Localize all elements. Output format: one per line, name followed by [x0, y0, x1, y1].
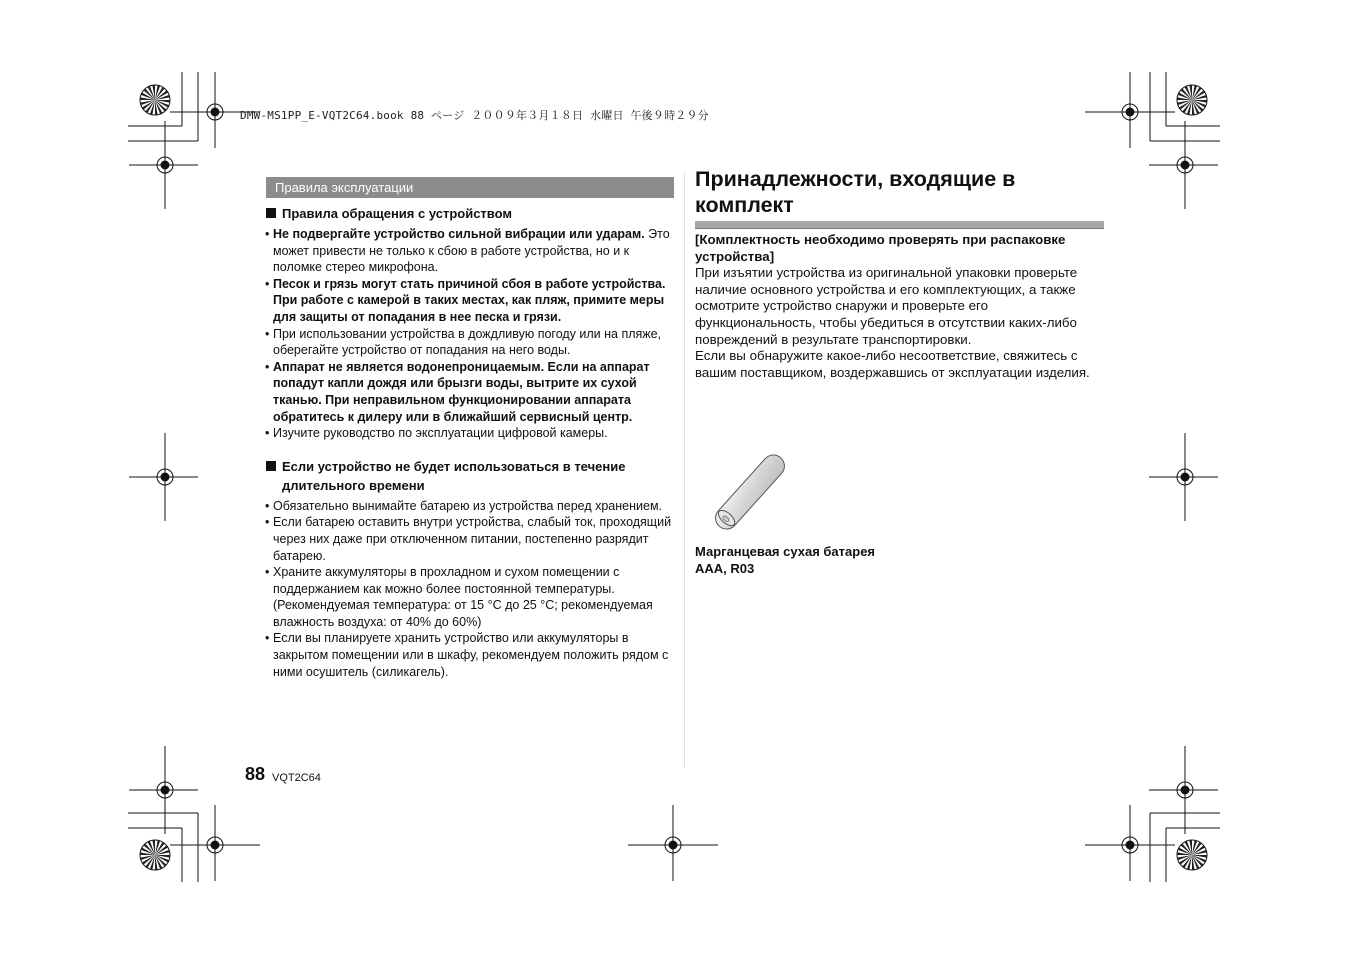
list-item: • Аппарат не является водонепроницаемым. Если на аппарат попадут капли дождя или брызги воды, вытрите их сухой тканью. При неправильном функционировании аппарата обратитесь к дилеру или в ближайший сервисный центр. [265, 359, 675, 425]
print-header-line: DMW-MS1PP_E-VQT2C64.book 88 ページ ２００９年３月１８日 水曜日 午後９時２９分 [240, 109, 709, 122]
unpacking-subheading: [Комплектность необходимо проверять при распаковке устройства] [695, 232, 1066, 264]
registration-crosshair-icon [1149, 121, 1218, 209]
list-item: • Обязательно вынимайте батарею из устройства перед хранением. [265, 498, 675, 515]
document-code: VQT2C64 [272, 772, 321, 784]
battery-caption: Марганцевая сухая батарея AAA, R03 [695, 544, 876, 576]
registration-crosshair-icon [1085, 805, 1175, 881]
list-item: • Не подвергайте устройство сильной вибрации или ударам. Это может привести не только к сбою в работе устройства, но и к поломке стерео микрофона. [265, 226, 675, 276]
list-item: • Изучите руководство по эксплуатации цифровой камеры. [265, 425, 675, 442]
registration-star-target-icon [140, 840, 170, 870]
page-title: Принадлежности, входящие в комплект [695, 167, 1016, 217]
registration-crosshair-icon [1085, 72, 1175, 148]
registration-crosshair-icon [628, 805, 718, 881]
square-bullet-icon [266, 208, 276, 218]
registration-crosshair-icon [1149, 746, 1218, 834]
column-divider [684, 172, 685, 768]
square-bullet-icon [266, 461, 276, 471]
registration-crosshair-icon [129, 746, 198, 834]
right-column [695, 232, 1105, 381]
registration-crosshair-icon [1149, 433, 1218, 521]
registration-crosshair-icon [129, 121, 198, 209]
section-title-bar: Правила эксплуатации [266, 177, 674, 198]
left-column [265, 205, 675, 680]
registration-star-target-icon [1177, 85, 1207, 115]
registration-star-target-icon [140, 85, 170, 115]
handling-heading: Правила обращения с устройством [265, 205, 675, 223]
registration-crosshair-icon [129, 433, 198, 521]
mismatch-paragraph: Если вы обнаружите какое-либо несоответствие, свяжитесь с вашим поставщиком, воздержавшись от эксплуатации изделия. [695, 348, 1090, 380]
battery-illustration [700, 450, 800, 534]
handling-list [265, 226, 675, 442]
title-underline-rule [695, 221, 1104, 229]
list-item: • Если вы планируете хранить устройство или аккумуляторы в закрытом помещении или в шкафу, рекомендуем положить рядом с ними осушитель (силикагель). [265, 630, 675, 680]
unpacking-paragraph: При изъятии устройства из оригинальной упаковки проверьте наличие основного устройства и его комплектующих, а также осмотрите устройство снаружи и проверьте его функциональность, чтобы убедиться в отсутствии каких-либо повреждений в результате транспортировки. [695, 265, 1078, 347]
list-item: • Песок и грязь могут стать причиной сбоя в работе устройства. При работе с камерой в таких местах, как пляж, примите меры для защиты от попадания в нее песка и грязи. [265, 276, 675, 326]
list-item: • Если батарею оставить внутри устройства, слабый ток, проходящий через них даже при отключенном питании, постепенно разрядит батарею. [265, 514, 675, 564]
registration-crosshair-icon [170, 805, 260, 881]
page-number: 88 [245, 764, 266, 784]
list-item: • Храните аккумуляторы в прохладном и сухом помещении с поддержанием как можно более постоянной температуры. (Рекомендуемая температура: от 15 °C до 25 °C; рекомендуемая влажность воздуха: от 40% до 60%) [265, 564, 675, 630]
storage-heading: Если устройство не будет использоваться в течение длительного времени [265, 458, 675, 495]
storage-list [265, 498, 675, 681]
registration-star-target-icon [1177, 840, 1207, 870]
list-item: • При использовании устройства в дождливую погоду или на пляже, оберегайте устройство от попадания на него воды. [265, 326, 675, 359]
